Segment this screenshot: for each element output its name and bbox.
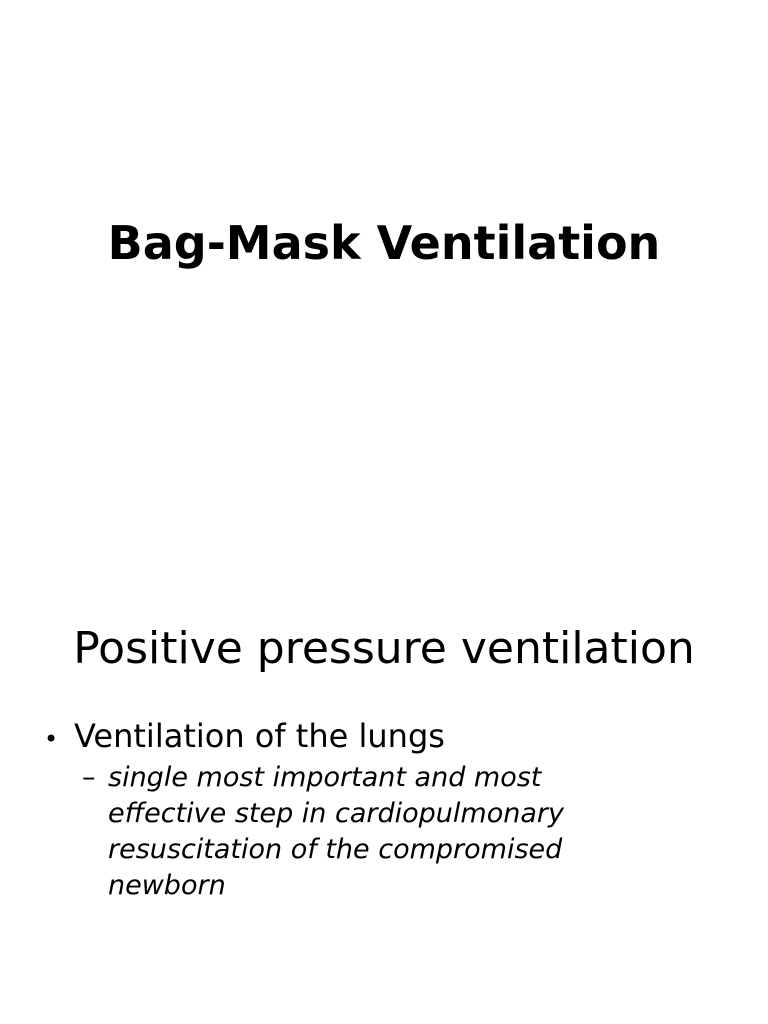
bullet-text: Ventilation of the lungs — [74, 717, 445, 755]
sub-bullet-item — [82, 760, 642, 904]
bullet-item — [44, 714, 445, 761]
slide-title: Bag-Mask Ventilation — [107, 216, 661, 270]
slide-2 — [0, 512, 768, 1024]
sub-bullet-marker: – — [82, 762, 96, 793]
sub-bullet-text: single most important and most effective step in cardiopulmonary resuscitation of the compromised newborn — [108, 762, 564, 901]
slide-title: Positive pressure ventilation — [73, 623, 695, 674]
bullet-marker: • — [44, 725, 59, 753]
